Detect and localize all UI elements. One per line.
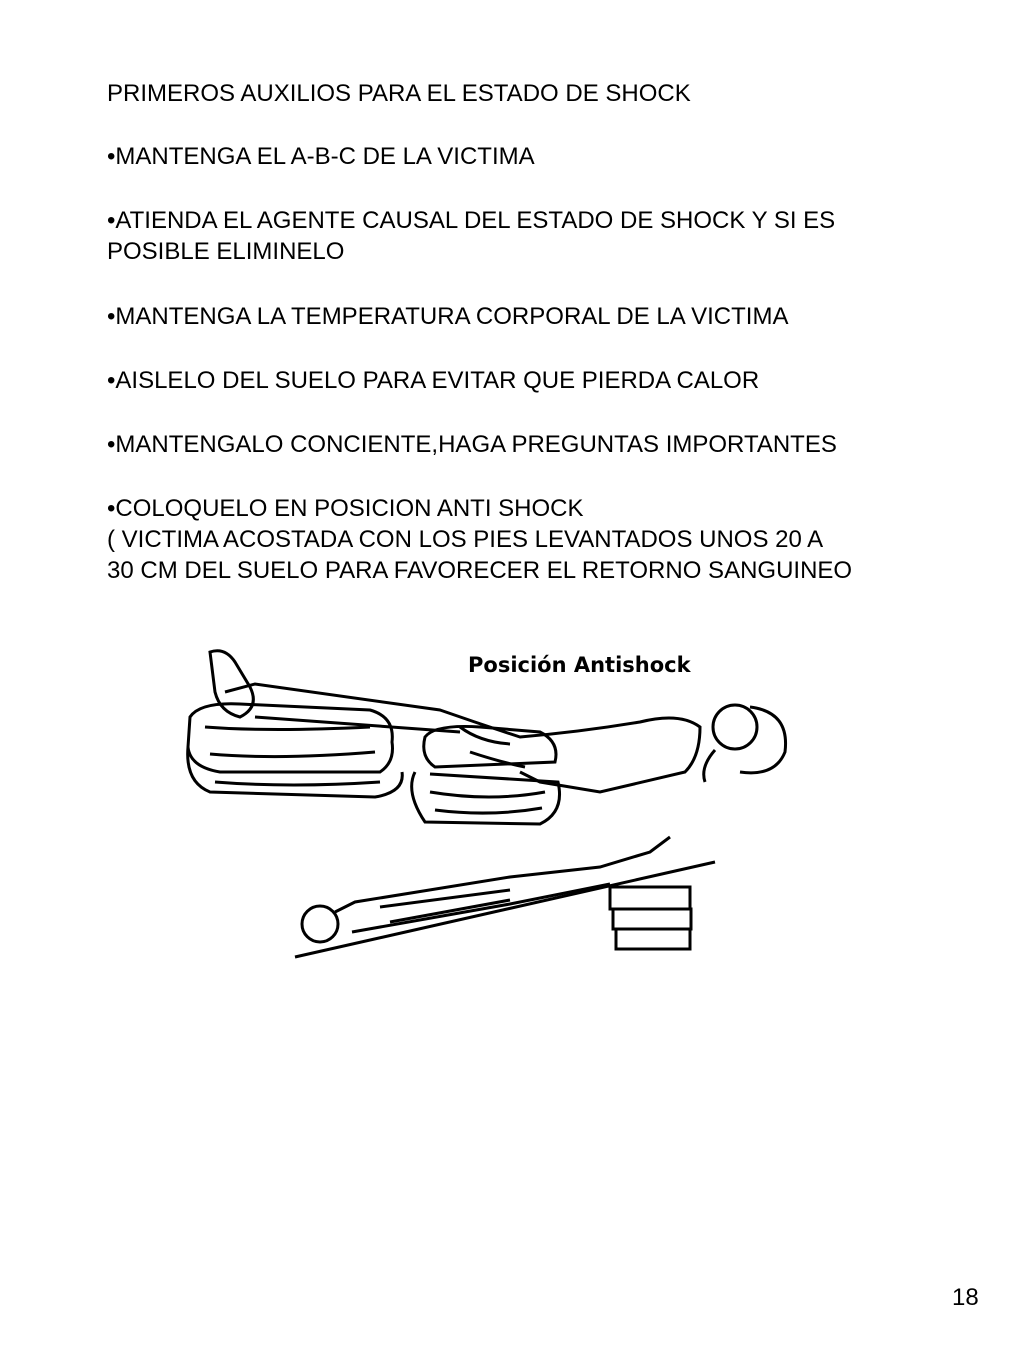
antishock-position-illustration — [180, 632, 800, 967]
illustration-caption: Posición Antishock — [468, 653, 691, 677]
inclined-board-drawing — [295, 862, 715, 957]
bullet-abc — [107, 141, 987, 172]
folded-blankets-drawing — [188, 704, 560, 824]
page-number: 18 — [952, 1284, 979, 1311]
bullet-isolate-ground — [107, 365, 987, 396]
bullet-line: 30 CM DEL SUELO PARA FAVORECER EL RETORNO SANGUINEO — [107, 557, 853, 584]
bullet-line: •ATIENDA EL AGENTE CAUSAL DEL ESTADO DE SHOCK Y SI ES — [107, 207, 836, 234]
bullet-line: •MANTENGA EL A-B-C DE LA VICTIMA — [107, 143, 535, 170]
bullet-line: •MANTENGALO CONCIENTE,HAGA PREGUNTAS IMPORTANTES — [107, 431, 837, 458]
bullet-line: POSIBLE ELIMINELO — [107, 238, 345, 265]
bullet-causal-agent — [107, 205, 987, 267]
bullet-keep-conscious — [107, 429, 987, 460]
bullet-line: •MANTENGA LA TEMPERATURA CORPORAL DE LA VICTIMA — [107, 303, 789, 330]
bullet-temperature — [107, 301, 987, 332]
page-title: PRIMEROS AUXILIOS PARA EL ESTADO DE SHOCK — [107, 80, 691, 107]
bullet-line: •COLOQUELO EN POSICION ANTI SHOCK — [107, 495, 584, 522]
bullet-line: ( VICTIMA ACOSTADA CON LOS PIES LEVANTADOS UNOS 20 A — [107, 526, 824, 553]
bullet-line: •AISLELO DEL SUELO PARA EVITAR QUE PIERDA CALOR — [107, 367, 760, 394]
bullet-antishock-position — [107, 493, 987, 586]
reclining-man-drawing — [302, 837, 670, 942]
